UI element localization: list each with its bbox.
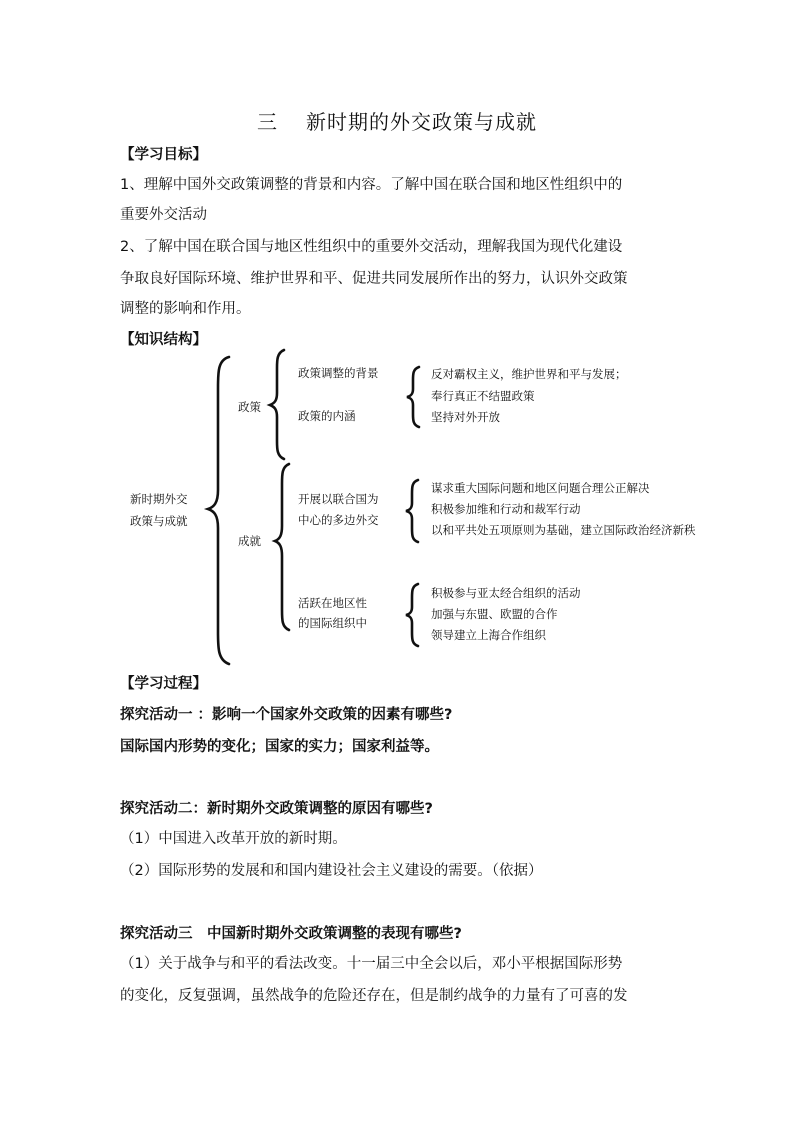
un-item-3: 以和平共处五项原则为基础，建立国际政治经济新秩: [431, 523, 696, 537]
un-item-1: 谋求重大国际问题和地区问题合理公正解决: [431, 481, 650, 495]
activity-3-line-1: （1）关于战争与和平的看法改变。十一届三中全会以后，邓小平根据国际形势: [120, 956, 623, 972]
activity-1-answer: 国际国内形势的变化；国家的实力；国家利益等。: [120, 739, 439, 755]
region-label-line-2: 的国际组织中: [298, 616, 367, 630]
achievement-brace-icon: [275, 464, 289, 630]
policy-content-label: 政策的内涵: [298, 409, 356, 423]
objective-1-line-1: 1、理解中国外交政策调整的背景和内容。了解中国在联合国和地区性组织中的: [120, 177, 623, 193]
policy-item-2: 奉行真正不结盟政策: [431, 389, 535, 403]
policy-item-1: 反对霸权主义，维护世界和平与发展；: [431, 367, 627, 381]
region-item-3: 领导建立上海合作组织: [431, 628, 546, 642]
activity-2-item-1: （1）中国进入改革开放的新时期。: [120, 831, 347, 847]
objective-2-line-3: 调整的影响和作用。: [120, 301, 251, 317]
un-label-line-1: 开展以联合国为: [298, 492, 379, 506]
activity-3-question: 探究活动三 中国新时期外交政策调整的表现有哪些?: [120, 926, 462, 942]
un-items-brace-icon: [406, 480, 418, 542]
title-number: 三: [257, 110, 278, 134]
activity-2-question: 探究活动二：新时期外交政策调整的原因有哪些?: [120, 801, 433, 817]
objectives-heading: 【学习目标】: [120, 147, 207, 163]
objective-2-line-2: 争取良好国际环境、维护世界和平、促进共同发展所作出的努力，认识外交政策: [120, 271, 628, 287]
root-brace-icon: [208, 357, 229, 664]
root-label-line-1: 新时期外交: [130, 492, 188, 506]
region-item-2: 加强与东盟、欧盟的合作: [431, 607, 558, 621]
region-items-brace-icon: [406, 584, 418, 646]
activity-2-item-2: （2）国际形势的发展和和国内建设社会主义建设的需要。（依据）: [120, 863, 543, 879]
root-label-line-2: 政策与成就: [130, 514, 188, 528]
objective-2-line-1: 2、了解中国在联合国与地区性组织中的重要外交活动，理解我国为现代化建设: [120, 239, 623, 255]
policy-label: 政策: [238, 400, 261, 414]
title-text: 新时期的外交政策与成就: [306, 110, 537, 134]
un-label-line-2: 中心的多边外交: [298, 513, 379, 527]
structure-heading: 【知识结构】: [120, 332, 207, 348]
activity-1-question: 探究活动一 ：影响一个国家外交政策的因素有哪些?: [120, 707, 453, 723]
region-label-line-1: 活跃在地区性: [298, 596, 367, 610]
policy-background-label: 政策调整的背景: [298, 366, 379, 380]
region-item-1: 积极参与亚太经合组织的活动: [431, 586, 581, 600]
policy-items-brace-icon: [407, 367, 419, 427]
process-heading: 【学习过程】: [120, 676, 207, 692]
policy-item-3: 坚持对外开放: [431, 410, 500, 424]
objective-1-line-2: 重要外交活动: [120, 207, 207, 223]
un-item-2: 积极参加维和行动和裁军行动: [431, 502, 581, 516]
achievement-label: 成就: [238, 534, 261, 548]
activity-3-line-2: 的变化，反复强调，虽然战争的危险还存在，但是制约战争的力量有了可喜的发: [120, 988, 628, 1004]
policy-brace-icon: [270, 350, 284, 459]
